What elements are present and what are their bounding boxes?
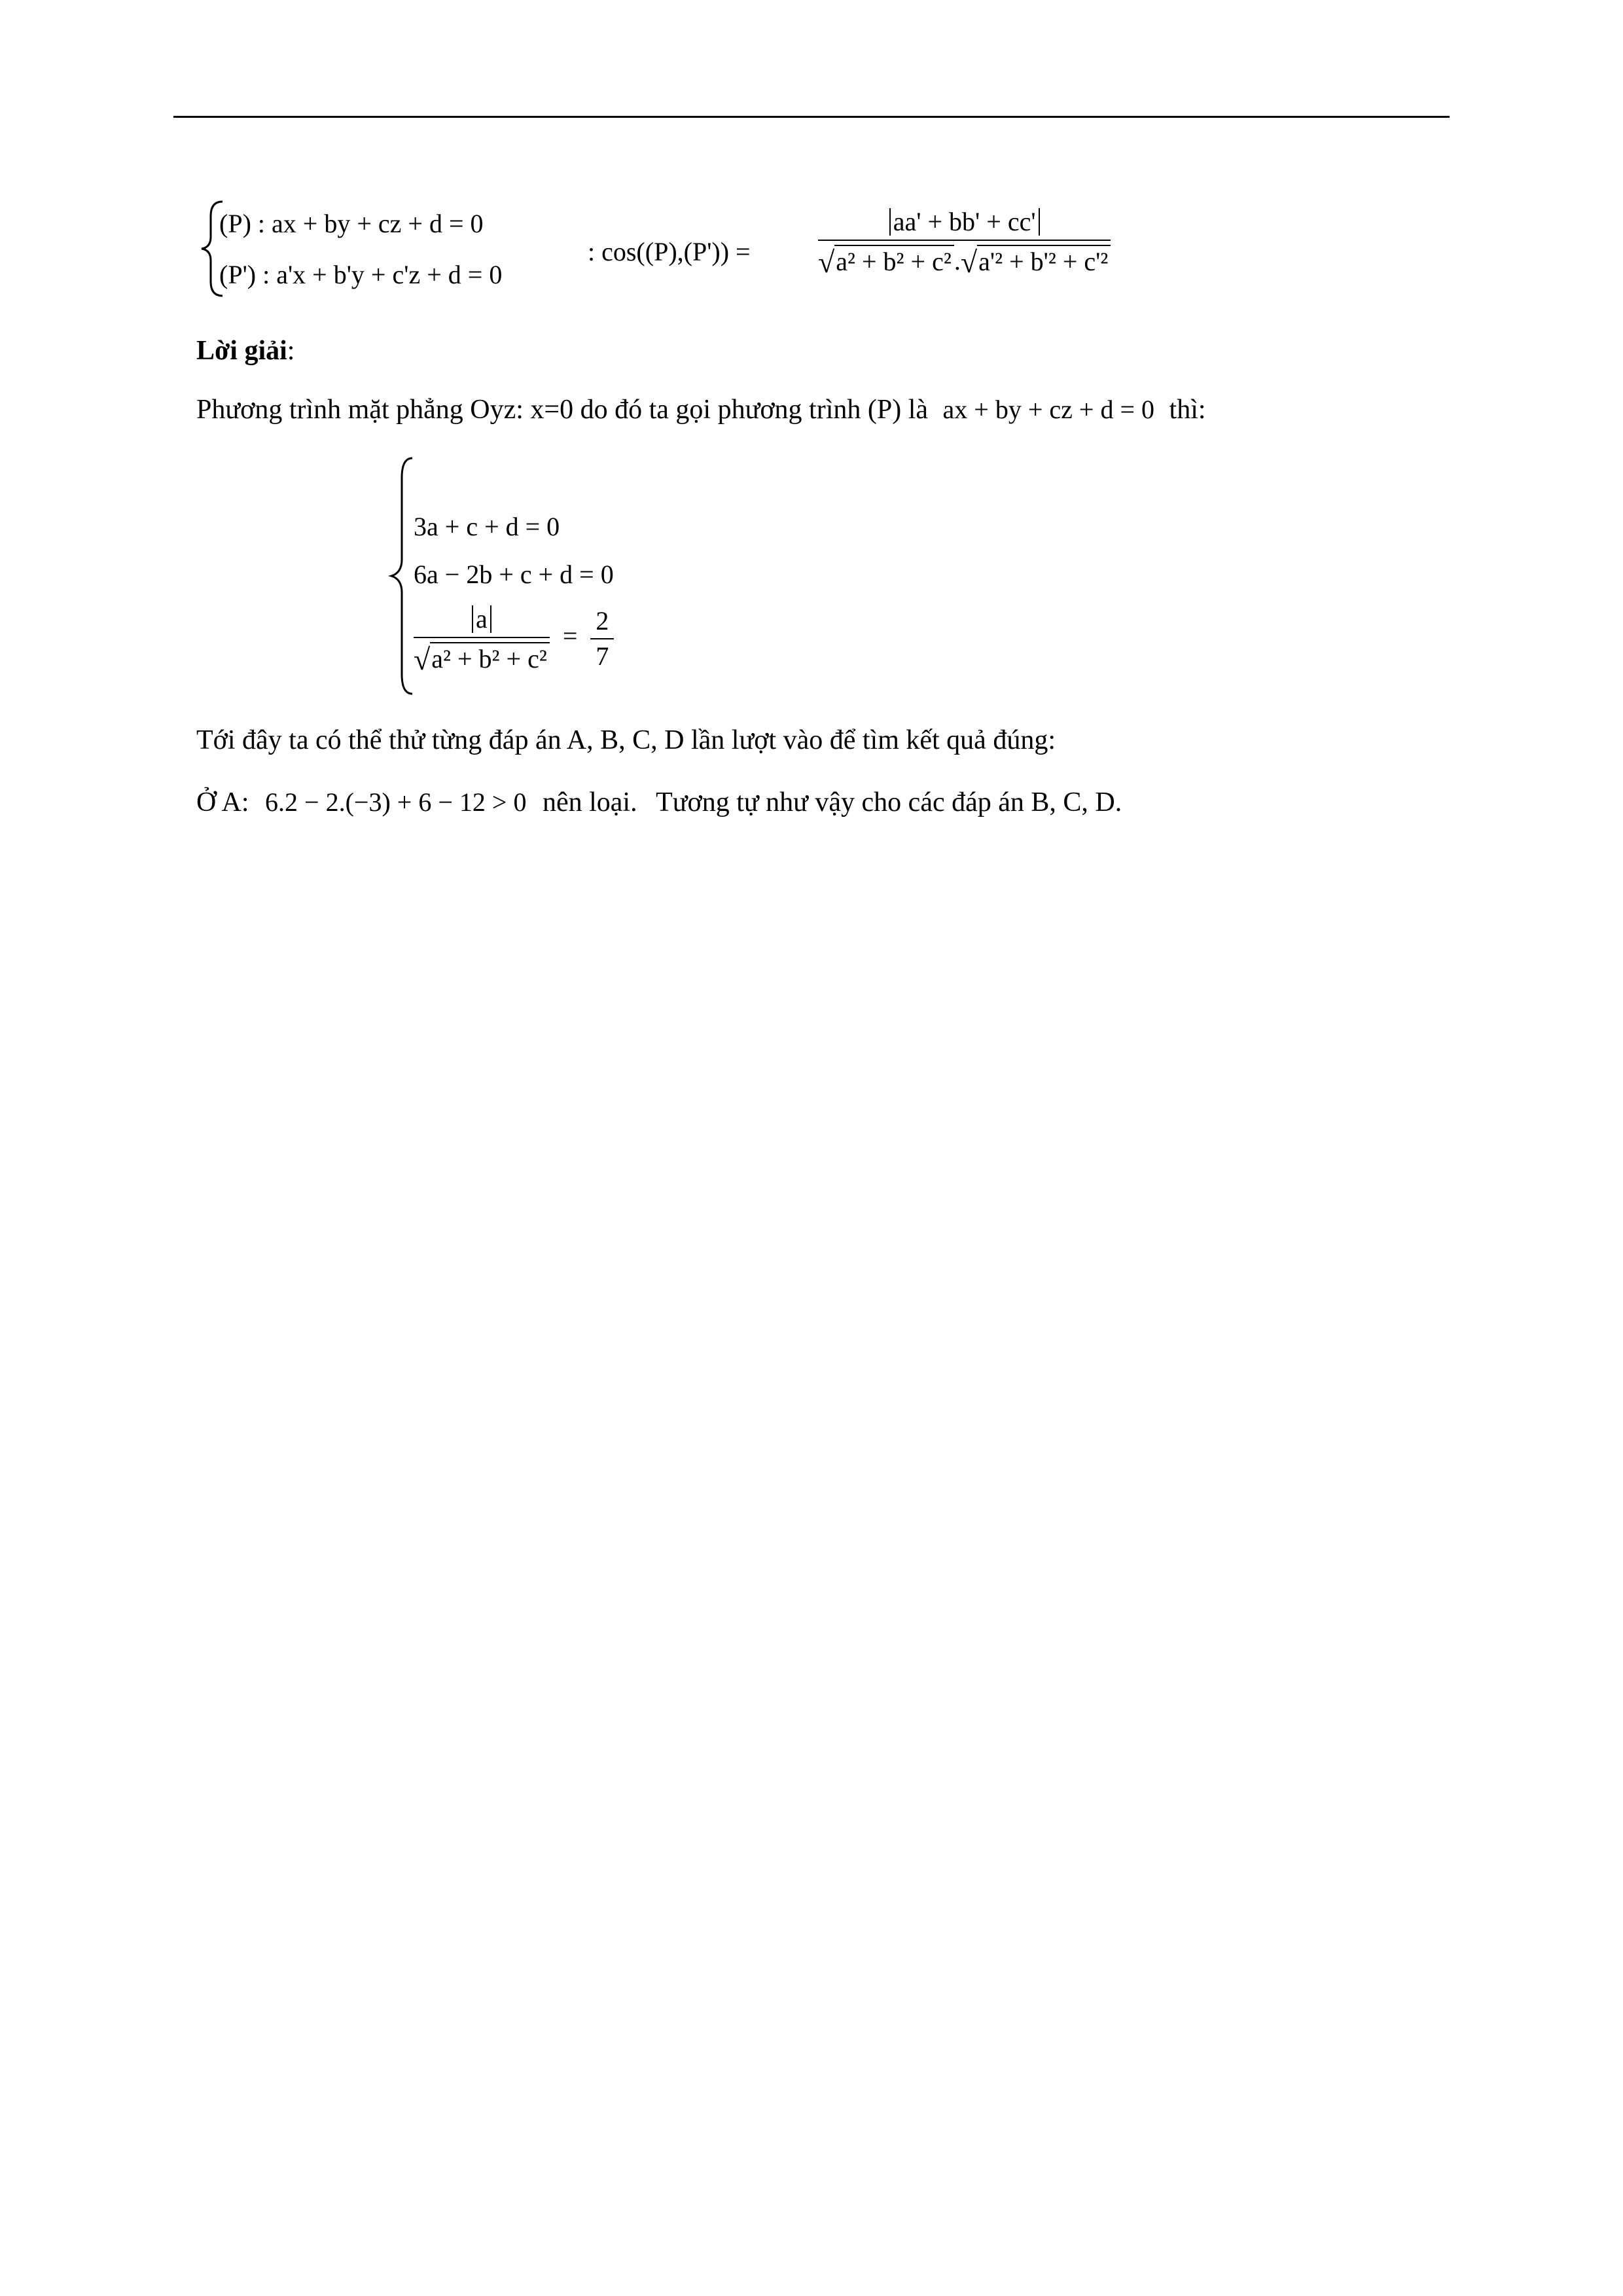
system-equation-3: a √ a² + b² + c² = $\frac{2}{7}$ (414, 605, 614, 672)
plane-p-equation: (P) : ax + by + cz + d = 0 (219, 209, 484, 238)
ratio-numerator: 2 (596, 606, 609, 636)
check-expression: 6.2 − 2.(−3) + 6 − 12 > 0 (265, 787, 527, 817)
cos-angle-label: : cos((P),(P')) = (588, 237, 751, 266)
system-equation-1: 3a + c + d = 0 (414, 512, 560, 541)
ratio-denominator: 7 (596, 641, 609, 671)
cos-denominator-root1: a² + b² + c² (834, 245, 954, 275)
cos-formula-fraction: aa' + bb' + cc' √ a² + b² + c² . √ a'² + b'² + c'² (818, 208, 1111, 275)
header-rule (173, 116, 1450, 118)
norm-root: a² + b² + c² (430, 642, 550, 672)
intro-plane-equation: ax + by + cz + d = 0 (942, 395, 1155, 424)
cos-denominator-dot: . (954, 246, 961, 276)
try-answers-sentence: Tới đây ta có thể thử từng đáp án A, B, C, D lần lượt vào để tìm kết quả đúng: (196, 725, 1056, 755)
cos-denominator-root2: a'² + b'² + c'² (977, 245, 1111, 275)
solution-heading: Lời giải: (196, 336, 295, 366)
check-option-a: Ở A: 6.2 − 2.(−3) + 6 − 12 > 0 nên loại. Tương tự như vậy cho các đáp án B, C, D. (196, 787, 1122, 817)
cos-numerator: aa' + bb' + cc' (889, 208, 1040, 236)
intro-sentence: Phương trình mặt phẳng Oyz: x=0 do đó ta gọi phương trình (P) là ax + by + cz + d = 0 thì: (196, 395, 1206, 425)
abs-a: a (472, 605, 491, 633)
system-equation-2: 6a − 2b + c + d = 0 (414, 560, 614, 589)
plane-p-prime-equation: (P') : a'x + b'y + c'z + d = 0 (219, 260, 503, 289)
